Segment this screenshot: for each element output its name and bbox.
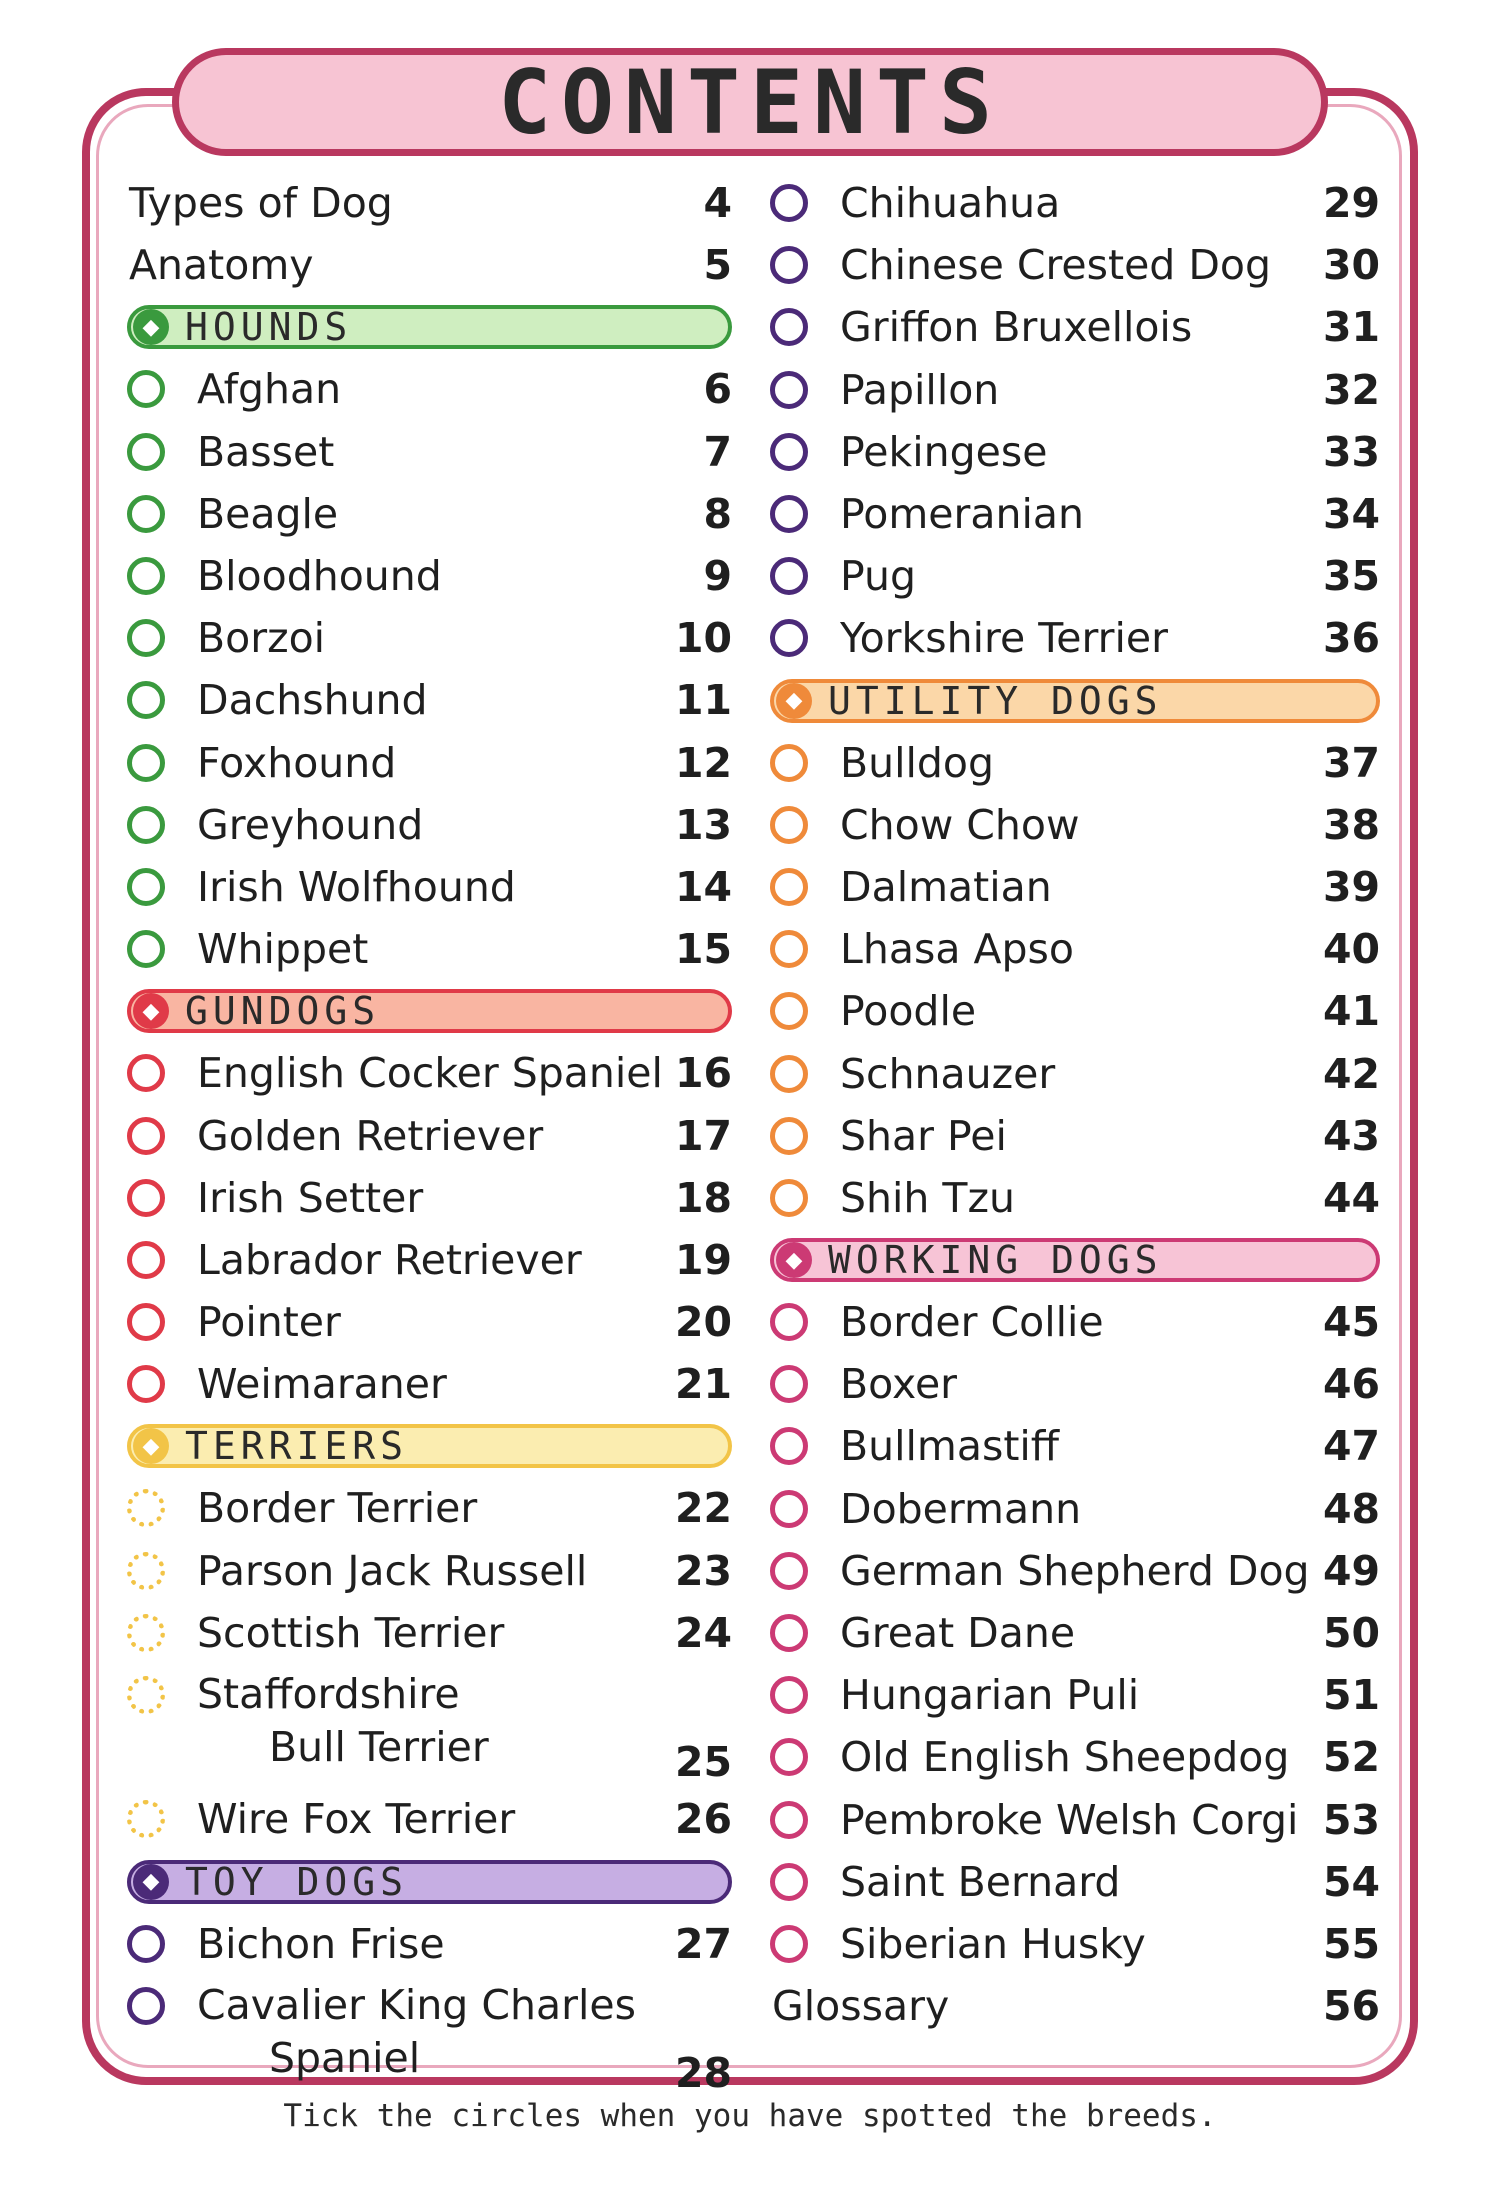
tick-circle-checkbox[interactable]	[770, 495, 808, 533]
tick-circle-checkbox[interactable]	[127, 1614, 165, 1652]
breed-page-number: 32	[1322, 365, 1380, 414]
contents-column-right	[770, 172, 1380, 2037]
breed-entry	[127, 483, 732, 545]
section-label: GUNDOGS	[185, 989, 381, 1034]
breed-entry	[127, 918, 732, 980]
breed-entry	[770, 794, 1380, 856]
breed-name: Bichon Frise	[197, 1919, 445, 1968]
breed-entry	[770, 483, 1380, 545]
tick-circle-checkbox[interactable]	[770, 1738, 808, 1776]
breed-entry	[770, 1478, 1380, 1540]
terrier-icon: ◆	[133, 1428, 169, 1464]
section-header-working-dogs	[770, 1238, 1380, 1282]
breed-entry	[127, 545, 732, 607]
section-header-terriers	[127, 1424, 732, 1468]
tick-circle-checkbox[interactable]	[127, 1800, 165, 1838]
tick-circle-checkbox[interactable]	[127, 1117, 165, 1155]
breed-name: Weimaraner	[197, 1360, 447, 1409]
breed-page-number: 41	[1322, 987, 1380, 1036]
breed-entry	[127, 1229, 732, 1291]
section-header-gundogs	[127, 989, 732, 1033]
breed-page-number: 28	[674, 2049, 732, 2098]
tick-circle-checkbox[interactable]	[127, 868, 165, 906]
breed-name: Pointer	[197, 1298, 341, 1347]
breed-name: Papillon	[840, 365, 1000, 414]
breed-name: Beagle	[197, 489, 339, 538]
tick-circle-checkbox[interactable]	[770, 1925, 808, 1963]
breed-entry	[127, 607, 732, 669]
breed-name: Whippet	[197, 925, 369, 974]
breed-name: German Shepherd Dog	[840, 1546, 1310, 1595]
breed-page-number: 52	[1322, 1733, 1380, 1782]
breed-entry	[770, 1602, 1380, 1664]
breed-name: Pembroke Welsh Corgi	[840, 1795, 1299, 1844]
breed-name-line2: Bull Terrier	[269, 1722, 489, 1771]
breed-entry	[127, 1042, 732, 1104]
tick-circle-checkbox[interactable]	[770, 992, 808, 1030]
tick-circle-checkbox[interactable]	[770, 246, 808, 284]
breed-page-number: 35	[1322, 552, 1380, 601]
toy-dog-icon: ◆	[133, 1864, 169, 1900]
tick-circle-checkbox[interactable]	[127, 433, 165, 471]
breed-page-number: 14	[674, 862, 732, 911]
breed-entry	[127, 1477, 732, 1539]
breed-page-number: 39	[1322, 862, 1380, 911]
breed-name: Dalmatian	[840, 862, 1052, 911]
breed-page-number: 38	[1322, 800, 1380, 849]
breed-name: Border Collie	[840, 1298, 1104, 1347]
breed-page-number: 40	[1322, 925, 1380, 974]
breed-entry	[770, 1105, 1380, 1167]
tick-circle-checkbox[interactable]	[127, 619, 165, 657]
tick-circle-checkbox[interactable]	[127, 557, 165, 595]
breed-page-number: 43	[1322, 1111, 1380, 1160]
breed-name-line2: Spaniel	[269, 2033, 421, 2082]
section-header-hounds	[127, 305, 732, 349]
breed-name: Siberian Husky	[840, 1919, 1146, 1968]
breed-page-number: 33	[1322, 427, 1380, 476]
breed-page-number: 9	[703, 552, 732, 601]
breed-entry	[127, 421, 732, 483]
breed-entry	[127, 1664, 732, 1788]
tick-circle-checkbox[interactable]	[127, 1179, 165, 1217]
breed-entry	[770, 1291, 1380, 1353]
contents-entry	[770, 1975, 1380, 2037]
entry-page-number: 4	[703, 179, 732, 228]
breed-name	[197, 1975, 672, 2085]
tick-circle-checkbox[interactable]	[127, 1241, 165, 1279]
entry-name: Glossary	[772, 1982, 950, 2031]
tick-circle-checkbox[interactable]	[127, 681, 165, 719]
tick-circle-checkbox[interactable]	[770, 1117, 808, 1155]
breed-name: Shar Pei	[840, 1111, 1007, 1160]
breed-name: Borzoi	[197, 614, 326, 663]
breed-entry	[770, 359, 1380, 421]
entry-page-number: 56	[1322, 1982, 1380, 2031]
breed-name: Chinese Crested Dog	[840, 241, 1272, 290]
breed-entry	[770, 421, 1380, 483]
tick-circle-checkbox[interactable]	[770, 433, 808, 471]
breed-entry	[127, 794, 732, 856]
tick-circle-checkbox[interactable]	[770, 184, 808, 222]
breed-entry	[770, 918, 1380, 980]
breed-name: Chow Chow	[840, 800, 1080, 849]
breed-name: Hungarian Puli	[840, 1671, 1140, 1720]
tick-circle-checkbox[interactable]	[127, 1303, 165, 1341]
section-header-toy-dogs	[127, 1860, 732, 1904]
tick-circle-checkbox[interactable]	[770, 744, 808, 782]
breed-name: Boxer	[840, 1360, 958, 1409]
breed-name: Foxhound	[197, 738, 397, 787]
breed-name: Lhasa Apso	[840, 925, 1074, 974]
tick-circle-checkbox[interactable]	[770, 1801, 808, 1839]
tick-circle-checkbox[interactable]	[770, 619, 808, 657]
tick-circle-checkbox[interactable]	[770, 1614, 808, 1652]
tick-circle-checkbox[interactable]	[127, 1489, 165, 1527]
breed-entry	[770, 1167, 1380, 1229]
footer-note: Tick the circles when you have spotted the breeds.	[283, 2098, 1217, 2134]
breed-entry	[127, 669, 732, 731]
breed-entry	[127, 1913, 732, 1975]
tick-circle-checkbox[interactable]	[770, 1179, 808, 1217]
breed-name: Golden Retriever	[197, 1111, 544, 1160]
tick-circle-checkbox[interactable]	[770, 930, 808, 968]
breed-page-number: 29	[1322, 179, 1380, 228]
section-header-utility-dogs	[770, 679, 1380, 723]
tick-circle-checkbox[interactable]	[770, 1365, 808, 1403]
breed-page-number: 20	[674, 1298, 732, 1347]
breed-name: Old English Sheepdog	[840, 1733, 1290, 1782]
breed-name: Irish Setter	[197, 1173, 424, 1222]
breed-name: Labrador Retriever	[197, 1235, 582, 1284]
breed-page-number: 21	[674, 1360, 732, 1409]
breed-page-number: 11	[674, 676, 732, 725]
entry-page-number: 5	[703, 241, 732, 290]
breed-entry	[770, 234, 1380, 296]
breed-page-number: 45	[1322, 1298, 1380, 1347]
tick-circle-checkbox[interactable]	[770, 1676, 808, 1714]
breed-entry	[770, 607, 1380, 669]
tick-circle-checkbox[interactable]	[770, 557, 808, 595]
breed-name: Yorkshire Terrier	[840, 614, 1168, 663]
tick-circle-checkbox[interactable]	[770, 1552, 808, 1590]
breed-name: English Cocker Spaniel	[197, 1049, 663, 1098]
tick-circle-checkbox[interactable]	[127, 1552, 165, 1590]
breed-name: Border Terrier	[197, 1484, 478, 1533]
tick-circle-checkbox[interactable]	[127, 1054, 165, 1092]
tick-circle-checkbox[interactable]	[770, 806, 808, 844]
breed-name: Bullmastiff	[840, 1422, 1060, 1471]
breed-name: Irish Wolfhound	[197, 862, 516, 911]
breed-page-number: 26	[674, 1795, 732, 1844]
breed-entry	[127, 1291, 732, 1353]
tick-circle-checkbox[interactable]	[127, 1365, 165, 1403]
breed-name: Dobermann	[840, 1484, 1082, 1533]
breed-entry	[127, 1540, 732, 1602]
breed-page-number: 12	[674, 738, 732, 787]
page-title: CONTENTS	[498, 50, 1002, 154]
breed-name: Chihuahua	[840, 179, 1061, 228]
breed-entry	[127, 1353, 732, 1415]
breed-name: Saint Bernard	[840, 1857, 1121, 1906]
breed-page-number: 47	[1322, 1422, 1380, 1471]
tick-circle-checkbox[interactable]	[127, 1987, 165, 2025]
tick-circle-checkbox[interactable]	[127, 1676, 165, 1714]
breed-name: Parson Jack Russell	[197, 1546, 588, 1595]
breed-name: Bulldog	[840, 738, 995, 787]
breed-entry	[770, 1789, 1380, 1851]
section-label: TOY DOGS	[185, 1859, 409, 1904]
breed-page-number: 55	[1322, 1919, 1380, 1968]
breed-entry	[770, 1353, 1380, 1415]
breed-entry	[770, 1664, 1380, 1726]
breed-page-number: 8	[703, 489, 732, 538]
breed-name: Pug	[840, 552, 917, 601]
hound-icon: ◆	[133, 309, 169, 345]
tick-circle-checkbox[interactable]	[127, 806, 165, 844]
contents-entry	[127, 234, 732, 296]
breed-page-number: 48	[1322, 1484, 1380, 1533]
breed-entry	[770, 296, 1380, 358]
breed-page-number: 49	[1322, 1546, 1380, 1595]
gundog-icon: ◆	[133, 993, 169, 1029]
tick-circle-checkbox[interactable]	[127, 744, 165, 782]
breed-name-line1: Cavalier King Charles	[197, 1980, 636, 2029]
contents-column-left	[127, 172, 732, 2099]
breed-page-number: 44	[1322, 1173, 1380, 1222]
breed-entry	[770, 856, 1380, 918]
breed-page-number: 19	[674, 1235, 732, 1284]
breed-name: Shih Tzu	[840, 1173, 1015, 1222]
entry-name: Anatomy	[129, 241, 314, 290]
tick-circle-checkbox[interactable]	[770, 371, 808, 409]
section-label: WORKING DOGS	[828, 1238, 1163, 1282]
breed-entry	[770, 545, 1380, 607]
breed-entry	[770, 1415, 1380, 1477]
breed-page-number: 42	[1322, 1049, 1380, 1098]
breed-page-number: 22	[674, 1484, 732, 1533]
breed-page-number: 37	[1322, 738, 1380, 787]
breed-page-number: 10	[674, 614, 732, 663]
breed-entry	[770, 1042, 1380, 1104]
entry-name: Types of Dog	[129, 179, 393, 228]
contents-entry	[127, 172, 732, 234]
breed-page-number: 31	[1322, 303, 1380, 352]
breed-page-number: 7	[703, 427, 732, 476]
breed-entry	[770, 980, 1380, 1042]
breed-page-number: 36	[1322, 614, 1380, 663]
breed-name: Afghan	[197, 365, 342, 414]
breed-page-number: 18	[674, 1173, 732, 1222]
breed-name: Schnauzer	[840, 1049, 1056, 1098]
tick-circle-checkbox[interactable]	[770, 308, 808, 346]
breed-entry	[770, 172, 1380, 234]
utility-dog-icon: ◆	[776, 683, 812, 719]
breed-name: Wire Fox Terrier	[197, 1795, 516, 1844]
breed-name: Great Dane	[840, 1609, 1076, 1658]
breed-name: Poodle	[840, 987, 977, 1036]
breed-entry	[127, 732, 732, 794]
working-dog-icon: ◆	[776, 1242, 812, 1278]
breed-entry	[127, 1167, 732, 1229]
breed-name: Griffon Bruxellois	[840, 303, 1193, 352]
breed-page-number: 54	[1322, 1857, 1380, 1906]
breed-entry	[127, 856, 732, 918]
breed-page-number: 50	[1322, 1609, 1380, 1658]
breed-name-line1: Staffordshire	[197, 1669, 460, 1718]
breed-page-number: 27	[674, 1919, 732, 1968]
tick-circle-checkbox[interactable]	[127, 930, 165, 968]
breed-entry	[770, 1913, 1380, 1975]
breed-page-number: 16	[674, 1049, 732, 1098]
tick-circle-checkbox[interactable]	[770, 1303, 808, 1341]
section-label: TERRIERS	[185, 1424, 409, 1469]
breed-page-number: 30	[1322, 241, 1380, 290]
breed-entry	[770, 1540, 1380, 1602]
breed-name: Scottish Terrier	[197, 1608, 505, 1657]
breed-entry	[127, 1975, 732, 2099]
section-label: HOUNDS	[185, 305, 353, 350]
breed-entry	[127, 1602, 732, 1664]
breed-page-number: 51	[1322, 1671, 1380, 1720]
breed-page-number: 17	[674, 1111, 732, 1160]
tick-circle-checkbox[interactable]	[770, 1427, 808, 1465]
breed-entry	[770, 1726, 1380, 1788]
breed-entry	[127, 1104, 732, 1166]
breed-page-number: 24	[674, 1608, 732, 1657]
breed-page-number: 46	[1322, 1360, 1380, 1409]
breed-name: Pomeranian	[840, 490, 1084, 539]
tick-circle-checkbox[interactable]	[770, 868, 808, 906]
breed-name: Pekingese	[840, 427, 1048, 476]
breed-page-number: 6	[703, 365, 732, 414]
section-label: UTILITY DOGS	[828, 678, 1163, 723]
tick-circle-checkbox[interactable]	[127, 370, 165, 408]
breed-entry	[770, 1851, 1380, 1913]
tick-circle-checkbox[interactable]	[770, 1490, 808, 1528]
breed-name: Bloodhound	[197, 552, 442, 601]
breed-entry	[770, 732, 1380, 794]
breed-name: Greyhound	[197, 800, 424, 849]
breed-entry	[127, 1788, 732, 1850]
breed-page-number: 23	[674, 1546, 732, 1595]
breed-name	[197, 1664, 672, 1774]
tick-circle-checkbox[interactable]	[770, 1055, 808, 1093]
breed-page-number: 25	[674, 1738, 732, 1787]
breed-page-number: 13	[674, 800, 732, 849]
breed-page-number: 15	[674, 925, 732, 974]
breed-entry	[127, 358, 732, 420]
breed-name: Basset	[197, 427, 335, 476]
tick-circle-checkbox[interactable]	[127, 1925, 165, 1963]
tick-circle-checkbox[interactable]	[770, 1863, 808, 1901]
breed-page-number: 34	[1322, 490, 1380, 539]
tick-circle-checkbox[interactable]	[127, 495, 165, 533]
breed-page-number: 53	[1322, 1795, 1380, 1844]
breed-name: Dachshund	[197, 676, 428, 725]
title-banner	[172, 48, 1328, 156]
